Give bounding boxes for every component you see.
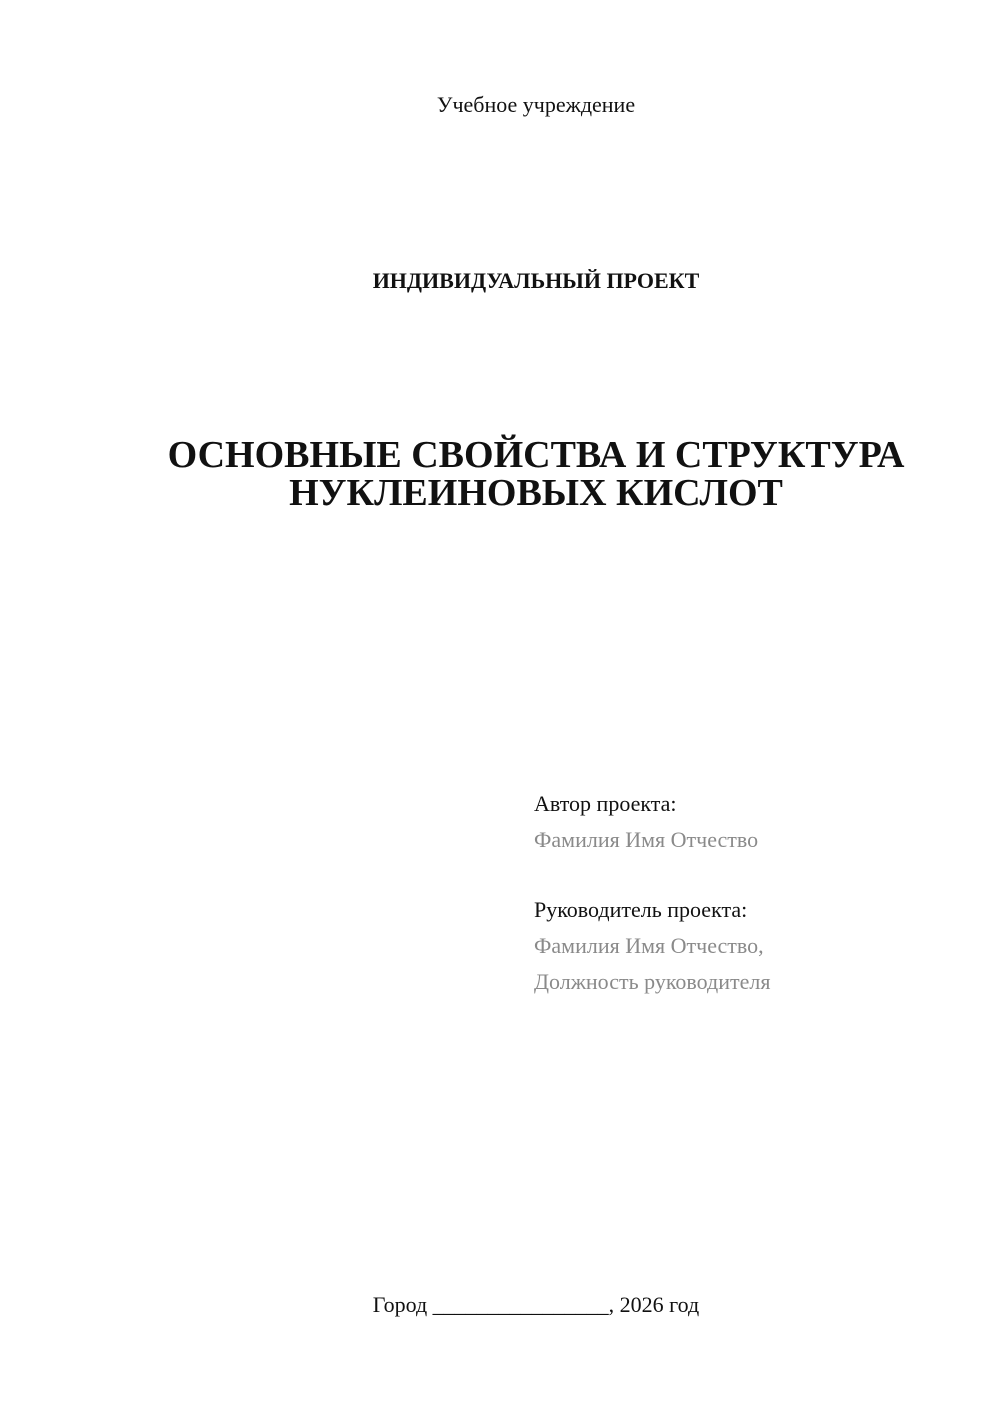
project-title <box>0 436 1000 512</box>
author-label: Автор проекта: <box>534 791 677 816</box>
project-type-heading: ИНДИВИДУАЛЬНЫЙ ПРОЕКТ <box>372 268 700 293</box>
author-name: Фамилия Имя Отчество <box>534 827 759 852</box>
supervisor-label: Руководитель проекта: <box>534 897 748 922</box>
supervisor-block <box>534 892 974 1000</box>
supervisor-position: Должность руководителя <box>534 969 771 994</box>
supervisor-name: Фамилия Имя Отчество, <box>534 933 764 958</box>
project-title-line-1: ОСНОВНЫЕ СВОЙСТВА И СТРУКТУРА <box>167 434 905 476</box>
institution-name: Учебное учреждение <box>436 92 636 117</box>
author-block <box>534 786 974 858</box>
project-title-line-2: НУКЛЕИНОВЫХ КИСЛОТ <box>289 472 783 514</box>
city-year-line: Город ________________, 2026 год <box>372 1292 700 1317</box>
